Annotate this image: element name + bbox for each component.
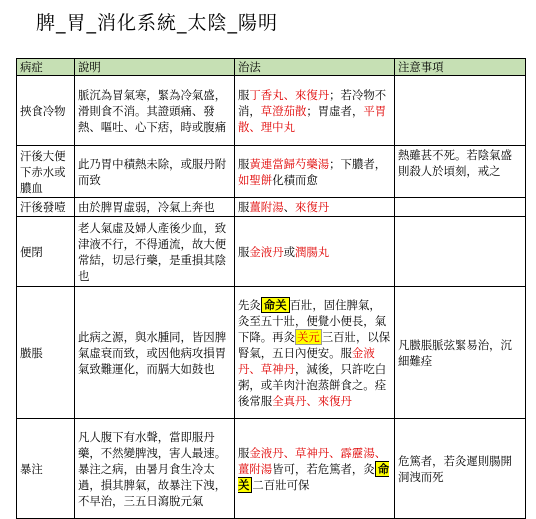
remedy-name: 潤腸丸 <box>295 244 330 259</box>
treat-text: 服 <box>238 244 250 259</box>
cell-explain: 老人氣虛及婦人產後少血，致津液不行，不得通流，故大便常結，切忌行藥，是重損其陰也 <box>75 217 235 287</box>
remedy-name: 來復丹 <box>295 200 330 214</box>
treat-text: 或 <box>283 244 295 259</box>
remedy-name: 金液丹 <box>249 244 284 259</box>
header-explain: 說明 <box>75 59 235 76</box>
treat-text: 、 <box>283 200 295 214</box>
treat-text: 服 <box>238 156 250 171</box>
remedy-name: 黃連當歸芍藥湯 <box>249 156 330 171</box>
table-header-row <box>17 59 526 76</box>
cell-disease: 臌脹 <box>17 287 75 419</box>
remedy-name: 金液丹、草神丹、霹靂湯、薑附湯 <box>238 445 387 476</box>
cell-disease: 挾食冷物 <box>17 76 75 146</box>
cell-disease: 汗後大便下赤水或膿血 <box>17 146 75 198</box>
remedy-name: 如聖餅 <box>238 172 273 187</box>
treat-text: ；若冷物不消， <box>238 87 387 118</box>
treat-text: 服 <box>238 445 250 460</box>
cell-treat <box>235 419 395 519</box>
table-row <box>17 419 526 519</box>
cell-treat <box>235 76 395 146</box>
treat-text: 二百壯可保 <box>252 477 310 492</box>
cell-note <box>395 217 526 287</box>
treat-text: 百壯，固住脾氣，灸至五十壯，便覺小便長，氣下降。再灸 <box>238 297 387 344</box>
header-treat: 治法 <box>235 59 395 76</box>
remedy-name: 丁香丸、來復丹 <box>249 87 330 102</box>
treat-text: ，減後，只許吃白粥，或羊肉汁泡蒸餅食之。痊後常服 <box>238 361 387 408</box>
treat-text: 先灸 <box>238 297 261 312</box>
remedy-name: 全真丹、來復丹 <box>272 393 352 408</box>
cell-note: 危篤者，若灸遲則腸開洞洩而死 <box>395 419 526 519</box>
cell-treat <box>235 287 395 419</box>
cell-treat <box>235 198 395 217</box>
table-row <box>17 76 526 146</box>
header-note: 注意事項 <box>395 59 526 76</box>
treat-text: 服 <box>238 87 250 102</box>
remedy-name: 薑附湯 <box>249 200 284 214</box>
highlighted-term: 命关 <box>238 461 390 492</box>
cell-note: 凡臌脹脈弦緊易治，沉細難痊 <box>395 287 526 419</box>
cell-disease: 汗後發噎 <box>17 198 75 217</box>
cell-explain: 脈沉為冒氣寒，緊為冷氣盛，滑則食不消。其證頭痛、發熱、嘔吐、心下痞，時或腹痛 <box>75 76 235 146</box>
table-row <box>17 217 526 287</box>
cell-explain: 由於脾胃虛弱，冷氣上奔也 <box>75 198 235 217</box>
cell-note: 熱雖甚不死。若陰氣盛則殺人於頃刻，戒之 <box>395 146 526 198</box>
remedy-name: 平胃散、理中丸 <box>238 103 387 134</box>
cell-disease: 暴注 <box>17 419 75 519</box>
header-disease: 病症 <box>17 59 75 76</box>
cell-explain: 此病之源，與水腫同，皆因脾氣虛衰而致，或因他病攻損胃氣致難運化，而膈大如鼓也 <box>75 287 235 419</box>
remedy-name: 草澄茄散 <box>260 103 307 118</box>
table-row <box>17 198 526 217</box>
page-title: 脾_胃_消化系統_太陰_陽明 <box>36 12 279 34</box>
cell-treat <box>235 217 395 287</box>
treat-text: 三百壯，以保腎氣，五日內便安。服 <box>238 329 391 360</box>
cell-treat <box>235 146 395 198</box>
treat-text: 皆可，若危篤者，灸 <box>272 461 375 476</box>
highlighted-term: 关元 <box>296 329 320 344</box>
cell-explain: 凡人腹下有水聲，當即服丹藥，不然變脾洩，害人最速。暴注之病，由暑月食生冷太過，損其脾氣，故暴注下洩，不早治，三五日瀉脫元氣 <box>75 419 235 519</box>
cell-disease: 便閉 <box>17 217 75 287</box>
cell-note <box>395 198 526 217</box>
treat-text: 服 <box>238 200 250 214</box>
treat-text: ；下膿者， <box>329 156 387 171</box>
treat-text: 化積而愈 <box>272 172 318 187</box>
cell-explain: 此乃胃中積熱未除，或服丹附而致 <box>75 146 235 198</box>
table-row <box>17 287 526 419</box>
remedy-name: 金液丹、草神丹 <box>238 345 375 376</box>
disease-table <box>16 58 526 519</box>
highlighted-term: 命关 <box>261 297 290 313</box>
treat-text: ；胃虛者， <box>306 103 364 118</box>
table-row <box>17 146 526 198</box>
cell-note <box>395 76 526 146</box>
